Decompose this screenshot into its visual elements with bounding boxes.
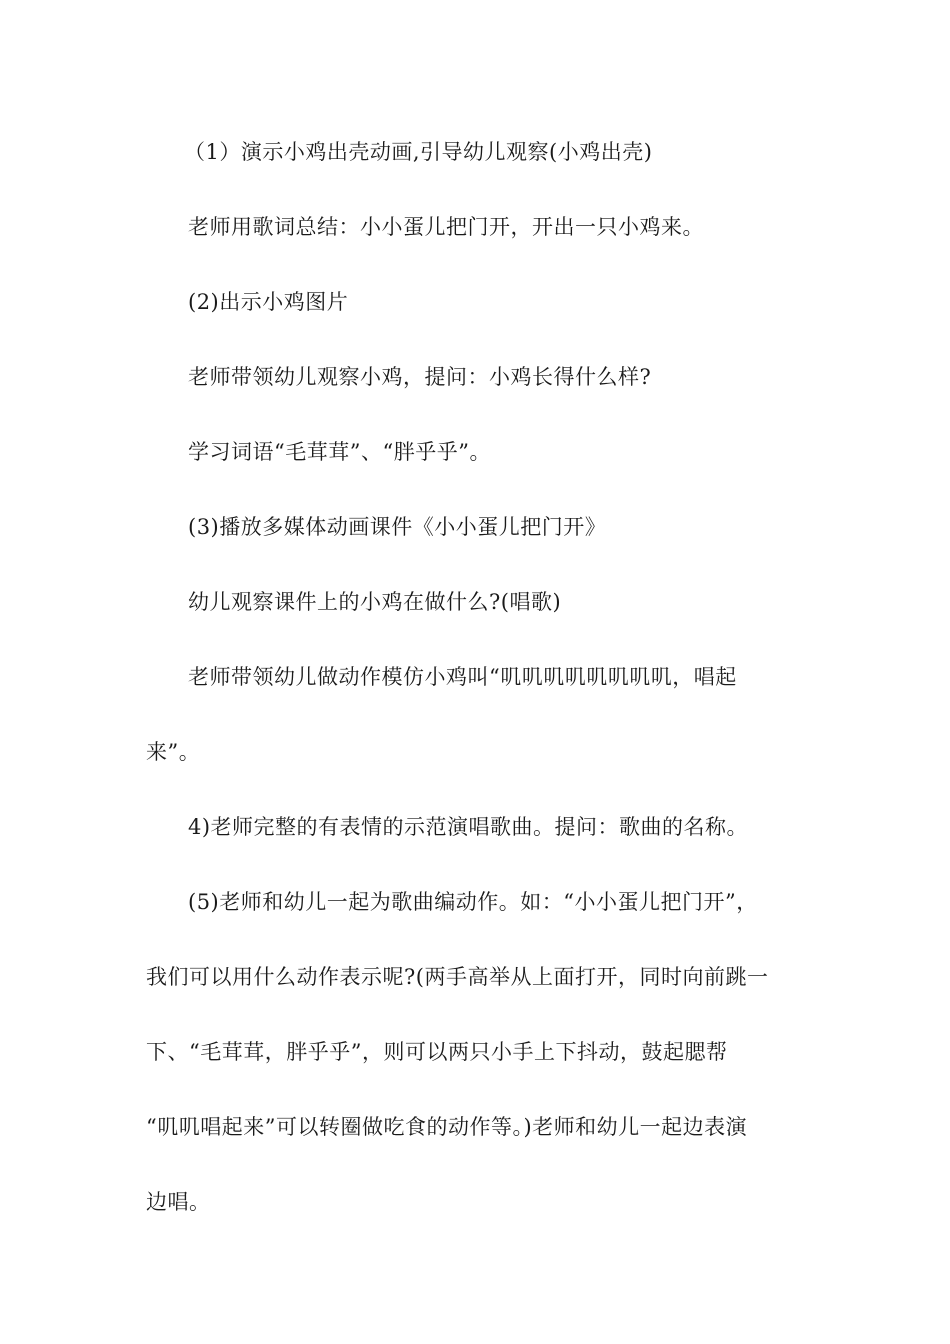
paragraph-line-7: 幼儿观察课件上的小鸡在做什么?(唱歌) (188, 590, 562, 614)
paragraph-line-10: 4)老师完整的有表情的示范演唱歌曲。提问：歌曲的名称。 (188, 815, 749, 839)
paragraph-line-3: (2)出示小鸡图片 (188, 290, 349, 314)
paragraph-line-12: 我们可以用什么动作表示呢?(两手高举从上面打开，同时向前跳一 (146, 965, 769, 989)
paragraph-line-9: 来”。 (146, 740, 201, 764)
paragraph-line-4: 老师带领幼儿观察小鸡，提问：小鸡长得什么样? (188, 365, 652, 389)
paragraph-line-1: （1）演示小鸡出壳动画,引导幼儿观察(小鸡出壳) (184, 140, 653, 164)
paragraph-line-8: 老师带领幼儿做动作模仿小鸡叫“叽叽叽叽叽叽叽叽，唱起 (188, 665, 737, 689)
paragraph-line-11: (5)老师和幼儿一起为歌曲编动作。如：“小小蛋儿把门开”， (188, 890, 758, 914)
paragraph-line-2: 老师用歌词总结：小小蛋儿把门开，开出一只小鸡来。 (188, 215, 704, 239)
paragraph-line-15: 边唱。 (146, 1190, 211, 1214)
paragraph-line-14: “叽叽唱起来”可以转圈做吃食的动作等。)老师和幼儿一起边表演 (146, 1115, 748, 1139)
paragraph-line-5: 学习词语“毛茸茸”、“胖乎乎”。 (188, 440, 491, 464)
paragraph-line-13: 下、“毛茸茸，胖乎乎”，则可以两只小手上下抖动，鼓起腮帮 (146, 1040, 728, 1064)
paragraph-line-6: (3)播放多媒体动画课件《小小蛋儿把门开》 (188, 515, 607, 539)
